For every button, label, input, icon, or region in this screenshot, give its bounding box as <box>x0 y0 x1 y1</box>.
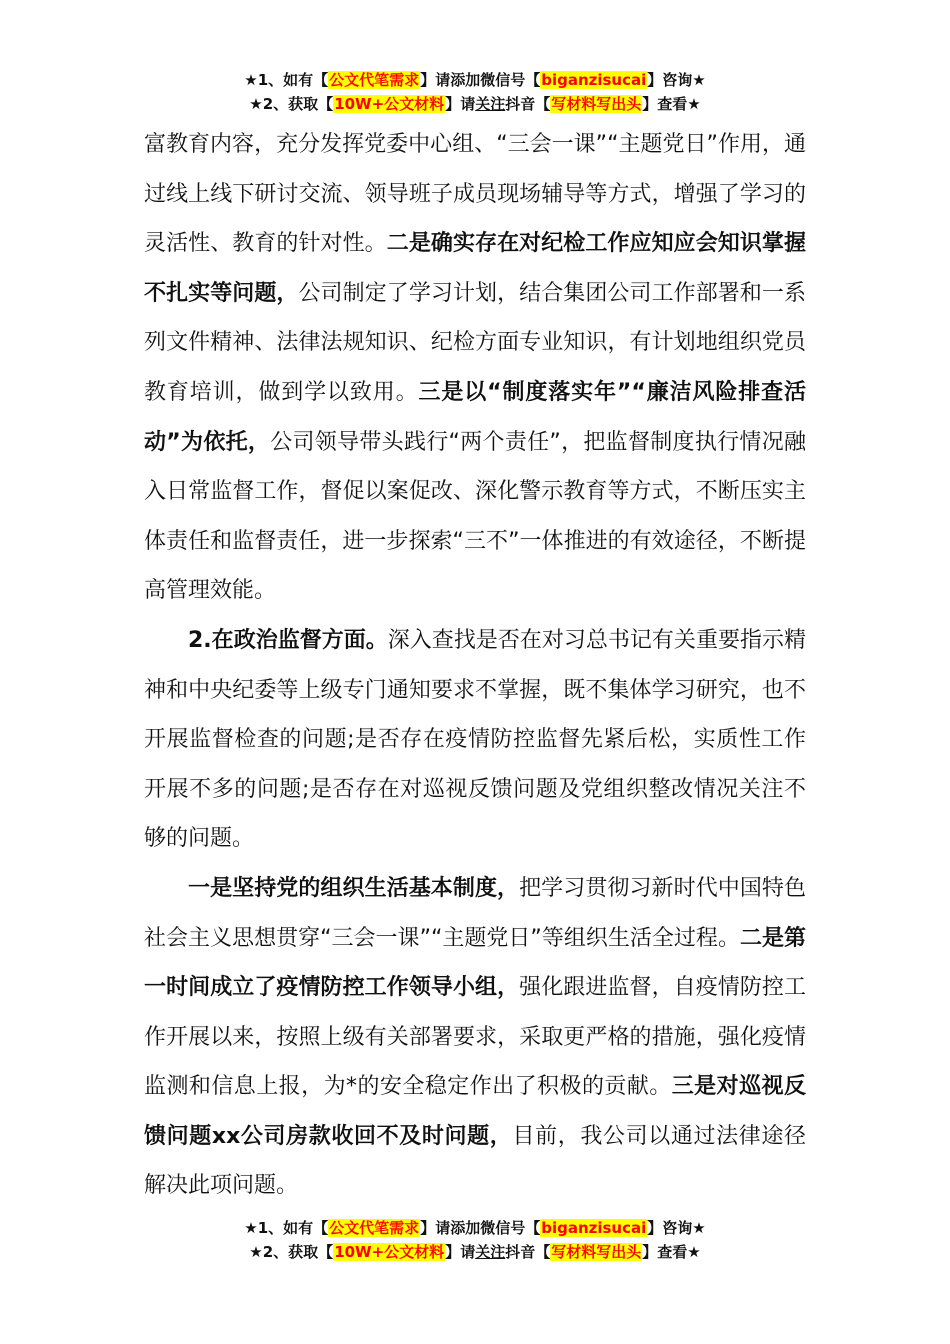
section-heading-political-supervision: 2.在政治监督方面。 <box>188 627 388 653</box>
banner-text: ★2、获取【 <box>249 95 334 113</box>
body-text: 强化跟进监督，自疫情防控工作开展以来，按照上级有关部署要求，采取更严格的措施，强化疫情监测和信息上报，为*的安全稳定作出了积极的贡献。 <box>144 975 806 1100</box>
banner-text: 】咨询★ <box>647 1219 706 1237</box>
highlight-wechat-id: biganzisucai <box>541 1219 647 1237</box>
banner-text: 抖音【 <box>505 1243 551 1261</box>
paragraph-2 <box>144 616 806 864</box>
highlight-wechat-id: biganzisucai <box>541 71 647 89</box>
banner-text: ★1、如有【 <box>244 1219 329 1237</box>
header-banner <box>0 68 950 116</box>
banner-line-1 <box>0 68 950 92</box>
underlined-follow: 关注 <box>475 1243 506 1261</box>
body-text: 富教育内容，充分发挥党委中心组、“三会一课”“主题党日”作用，通过线上线下研讨交流、领导班子成员现场辅导等方式，增强了学习的灵活性、教育的针对性。 <box>144 132 806 257</box>
banner-text: 】请添加微信号【 <box>420 71 541 89</box>
bold-point-3: 三是以“制度落实年”“廉洁风险排查活动”为依托， <box>144 379 806 455</box>
banner-text: 】请添加微信号【 <box>420 1219 541 1237</box>
banner-line-2 <box>0 1240 950 1264</box>
highlight-materials: 10W+公文材料 <box>334 1243 445 1261</box>
body-text: 深入查找是否在对习总书记有关重要指示精神和中央纪委等上级专门通知要求不掌握，既不集体学习研究，也不开展监督检查的问题;是否存在疫情防控监督先紧后松，实质性工作开展不多的问题;是否存在对巡视反馈问题及党组织整改情况关注不够的问题。 <box>144 627 806 852</box>
document-body <box>144 120 806 1211</box>
banner-text: 】请 <box>445 1243 476 1261</box>
body-text: 公司制定了学习计划，结合集团公司工作部署和一系列文件精神、法律法规知识、纪检方面专业知识，有计划地组织党员教育培训，做到学以致用。 <box>144 280 806 405</box>
highlight-service: 公文代笔需求 <box>329 1219 420 1237</box>
banner-line-2 <box>0 92 950 116</box>
highlight-materials: 10W+公文材料 <box>334 95 445 113</box>
body-text: 公司领导带头践行“两个责任”，把监督制度执行情况融入日常监督工作，督促以案促改、深化警示教育等方式，不断压实主体责任和监督责任，进一步探索“三不”一体推进的有效途径，不断提高管理效能。 <box>144 429 807 604</box>
underlined-follow: 关注 <box>475 95 506 113</box>
banner-text: ★2、获取【 <box>249 1243 334 1261</box>
body-text: 把学习贯彻习新时代中国特色社会主义思想贯穿“三会一课”“主题党日”等组织生活全过程。 <box>144 875 806 951</box>
banner-text: 抖音【 <box>505 95 551 113</box>
footer-banner <box>0 1216 950 1264</box>
bold-point-2: 二是第一时间成立了疫情防控工作领导小组， <box>144 925 806 1001</box>
body-text: 目前，我公司以通过法律途径解决此项问题。 <box>144 1123 806 1199</box>
paragraph-1 <box>144 120 806 616</box>
banner-text: 】查看★ <box>642 95 701 113</box>
highlight-douyin-account: 写材料写出头 <box>551 1243 642 1261</box>
bold-point-2: 二是确实存在对纪检工作应知应会知识掌握不扎实等问题， <box>144 231 806 306</box>
banner-line-1 <box>0 1216 950 1240</box>
banner-text: 】请 <box>445 95 476 113</box>
bold-point-3: 三是对巡视反馈问题xx公司房款收回不及时问题， <box>144 1074 806 1149</box>
highlight-douyin-account: 写材料写出头 <box>551 95 642 113</box>
banner-text: 】查看★ <box>642 1243 701 1261</box>
banner-text: 】咨询★ <box>647 71 706 89</box>
bold-point-1: 一是坚持党的组织生活基本制度， <box>188 875 520 901</box>
banner-text: ★1、如有【 <box>244 71 329 89</box>
highlight-service: 公文代笔需求 <box>329 71 420 89</box>
paragraph-3 <box>144 864 806 1211</box>
